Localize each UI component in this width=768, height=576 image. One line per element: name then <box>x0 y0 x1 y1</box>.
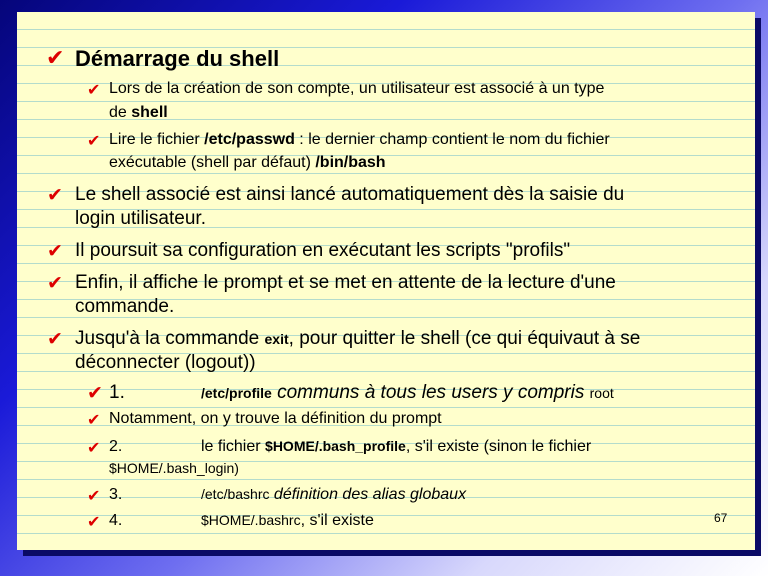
bullet-text: Lors de la création de son compte, un utilisateur est associé à un type <box>109 80 605 97</box>
bullet-text: 3. /etc/bashrc définition des alias globaux <box>109 486 467 503</box>
bullet-text: Il poursuit sa configuration en exécutant les scripts "profils" <box>75 240 571 261</box>
checkmark-icon: ✔ <box>87 512 101 531</box>
bullet-text: Enfin, il affiche le prompt et se met en attente de la lecture d'une <box>75 272 616 293</box>
bullet-text: Lire le fichier /etc/passwd : le dernier champ contient le nom du fichier <box>109 131 610 148</box>
checkmark-icon: ✔ <box>87 486 101 505</box>
bullet-text: déconnecter (logout)) <box>75 352 256 373</box>
bullet-text: 2. le fichier $HOME/.bash_profile, s'il existe (sinon le fichier <box>109 438 592 455</box>
bullet-text: commande. <box>75 296 175 317</box>
bullet-text: Le shell associé est ainsi lancé automatiquement dès la saisie du <box>75 184 625 205</box>
bullet-text: exécutable (shell par défaut) /bin/bash <box>109 154 386 171</box>
bullet-text: Jusqu'à la commande exit, pour quitter le shell (ce qui équivaut à se <box>75 328 641 349</box>
bullet-text: login utilisateur. <box>75 208 206 229</box>
bullet-text: Notamment, on y trouve la définition du prompt <box>109 410 442 427</box>
checkmark-icon: ✔ <box>87 131 101 150</box>
checkmark-icon: ✔ <box>87 382 103 404</box>
bullet-text: 4. $HOME/.bashrc, s'il existe <box>109 512 374 529</box>
checkmark-icon: ✔ <box>47 328 63 350</box>
checkmark-icon: ✔ <box>87 410 101 429</box>
bullet-text: $HOME/.bash_login) <box>109 460 239 476</box>
checkmark-icon: ✔ <box>46 46 65 71</box>
checkmark-icon: ✔ <box>47 184 63 206</box>
checkmark-icon: ✔ <box>47 272 63 294</box>
checkmark-icon: ✔ <box>47 240 63 262</box>
page-number: 67 <box>714 511 728 525</box>
checkmark-icon: ✔ <box>87 438 101 457</box>
slide <box>17 12 755 550</box>
bullet-text: 1. /etc/profile communs à tous les users y compris root <box>109 382 614 403</box>
checkmark-icon: ✔ <box>87 80 101 99</box>
bullet-text: de shell <box>109 104 168 121</box>
slide-title: Démarrage du shell <box>75 46 280 71</box>
